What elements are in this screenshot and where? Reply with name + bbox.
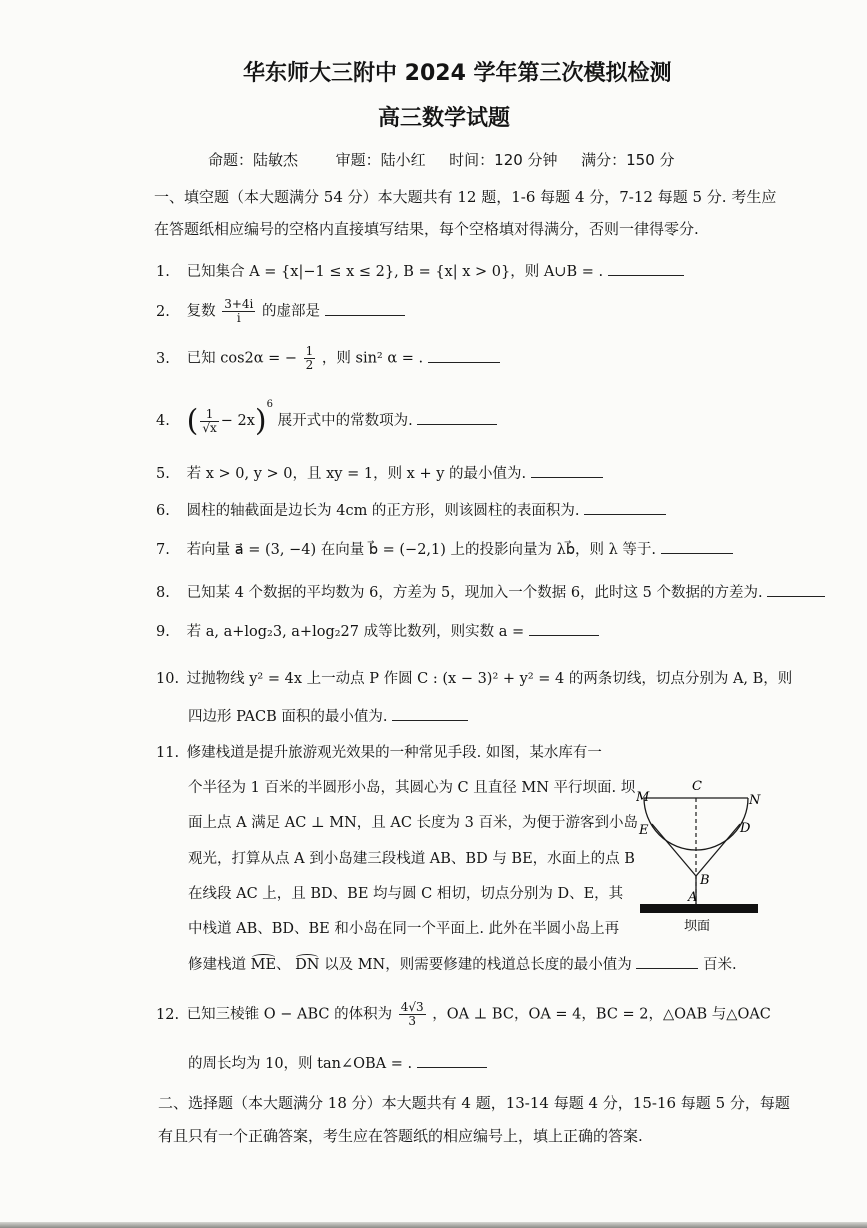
answer-blank-7[interactable] xyxy=(661,539,733,554)
question-11-line7: 修建栈道 ME、 DN 以及 MN，则需要修建的栈道总长度的最小值为 百米. xyxy=(188,953,737,974)
arc-dn: DN xyxy=(295,957,320,973)
answer-blank-4[interactable] xyxy=(417,410,497,425)
question-8: 8. 已知某 4 个数据的平均数为 6，方差为 5，现加入一个数据 6，此时这 5 个数据的方差为. xyxy=(156,581,825,602)
fraction: $\frac{1}{2}$ xyxy=(305,344,314,372)
exam-title: 华东师大三附中 2024 学年第三次模拟检测 xyxy=(243,61,672,86)
question-11: 11. 修建栈道是提升旅游观光效果的一种常见手段. 如图，某水库有一 xyxy=(156,745,602,761)
question-10-line2: 四边形 PACB 面积的最小值为. xyxy=(188,705,468,726)
question-9: 9. 若 a, a+log₂3, a+log₂27 成等比数列，则实数 a = xyxy=(156,620,599,641)
question-5: 5. 若 x > 0, y > 0，且 xy = 1，则 x + y 的最小值为. xyxy=(156,462,603,483)
answer-blank-1[interactable] xyxy=(608,261,684,276)
exam-subtitle: 高三数学试题 xyxy=(378,106,511,131)
question-3: 3. 已知 cos2α = − $\frac{1}{2}$ ，则 sin² α = . xyxy=(156,345,500,372)
label-m: M xyxy=(636,790,650,805)
label-d: D xyxy=(740,821,751,836)
answer-blank-12[interactable] xyxy=(417,1053,487,1068)
question-11-line3: 面上点 A 满足 AC ⊥ MN，且 AC 长度为 3 百米，为便于游客到小岛 xyxy=(188,815,638,831)
label-e: E xyxy=(639,823,649,838)
answer-blank-8[interactable] xyxy=(767,582,825,597)
question-12: 12. 已知三棱锥 O − ABC 的体积为 $\frac{4√3}{3}$ ，OA ⊥ BC，OA = 4，BC = 2，△OAB 与△OAC xyxy=(156,1000,771,1028)
section2-heading-line1: 二、选择题（本大题满分 18 分）本大题共有 4 题，13-14 每题 4 分，15-16 每题 5 分，每题 xyxy=(158,1094,790,1112)
question-11-line4: 观光，打算从点 A 到小岛建三段栈道 AB、BD 与 BE，水面上的点 B xyxy=(188,851,635,867)
answer-blank-11[interactable] xyxy=(636,954,698,969)
scan-edge xyxy=(0,1222,867,1228)
answer-blank-2[interactable] xyxy=(325,301,405,316)
question-4: 4. ( $\frac{1}{√x}$ − 2x)$^6$ 展开式中的常数项为. xyxy=(156,399,497,439)
question-2: 2. 复数 $\frac{3+4i}{i}$ 的虚部是 xyxy=(156,298,405,325)
question-12-line2: 的周长均为 10，则 tan∠OBA = . xyxy=(188,1052,487,1073)
figure-caption: 坝面 xyxy=(684,919,711,934)
answer-blank-6[interactable] xyxy=(584,500,666,515)
question-7: 7. 若向量 a⃗ = (3, −4) 在向量 b⃗ = (−2,1) 上的投影向量为 λb⃗，则 λ 等于. xyxy=(156,538,733,559)
fraction: $\frac{3+4i}{i}$ xyxy=(224,297,254,325)
label-b: B xyxy=(700,873,710,888)
fraction: $\frac{4√3}{3}$ xyxy=(400,1000,424,1028)
section2-heading-line2: 有且只有一个正确答案，考生应在答题纸的相应编号上，填上正确的答案. xyxy=(158,1127,643,1145)
time-limit: 时间：120 分钟 xyxy=(449,151,558,169)
question-11-line2: 个半径为 1 百米的半圆形小岛，其圆心为 C 且直径 MN 平行坝面. 坝 xyxy=(188,780,636,796)
exam-meta xyxy=(208,149,675,170)
author: 命题：陆敏杰 xyxy=(208,151,299,169)
label-a: A xyxy=(688,890,698,905)
answer-blank-9[interactable] xyxy=(529,621,599,636)
answer-blank-5[interactable] xyxy=(531,463,603,478)
question-10: 10. 过抛物线 y² = 4x 上一动点 P 作圆 C : (x − 3)² + y² = 4 的两条切线，切点分别为 A, B，则 xyxy=(156,671,793,687)
answer-blank-10[interactable] xyxy=(392,706,468,721)
full-score: 满分：150 分 xyxy=(581,151,675,169)
section1-heading-line1: 一、填空题（本大题满分 54 分）本大题共有 12 题，1-6 每题 4 分，7-12 每题 5 分. 考生应 xyxy=(154,188,777,206)
section1-heading-line2: 在答题纸相应编号的空格内直接填写结果，每个空格填对得满分，否则一律得零分. xyxy=(154,220,699,238)
question-11-line6: 中栈道 AB、BD、BE 和小岛在同一个平面上. 此外在半圆小岛上再 xyxy=(188,921,620,937)
answer-blank-3[interactable] xyxy=(428,348,500,363)
island-figure xyxy=(636,776,762,936)
question-1: 1. 已知集合 A = {x|−1 ≤ x ≤ 2}, B = {x| x > 0}，则 A∪B = . xyxy=(156,260,684,281)
label-n: N xyxy=(749,793,761,808)
reviewer: 审题：陆小红 xyxy=(335,151,426,169)
fraction: $\frac{1}{√x}$ xyxy=(202,406,217,435)
label-c: C xyxy=(692,779,702,794)
dam-surface xyxy=(640,904,758,913)
question-11-line5: 在线段 AC 上，且 BD、BE 均与圆 C 相切，切点分别为 D、E，其 xyxy=(188,886,624,902)
arc-me: ME xyxy=(250,957,277,973)
question-6: 6. 圆柱的轴截面是边长为 4cm 的正方形，则该圆柱的表面积为. xyxy=(156,499,666,520)
